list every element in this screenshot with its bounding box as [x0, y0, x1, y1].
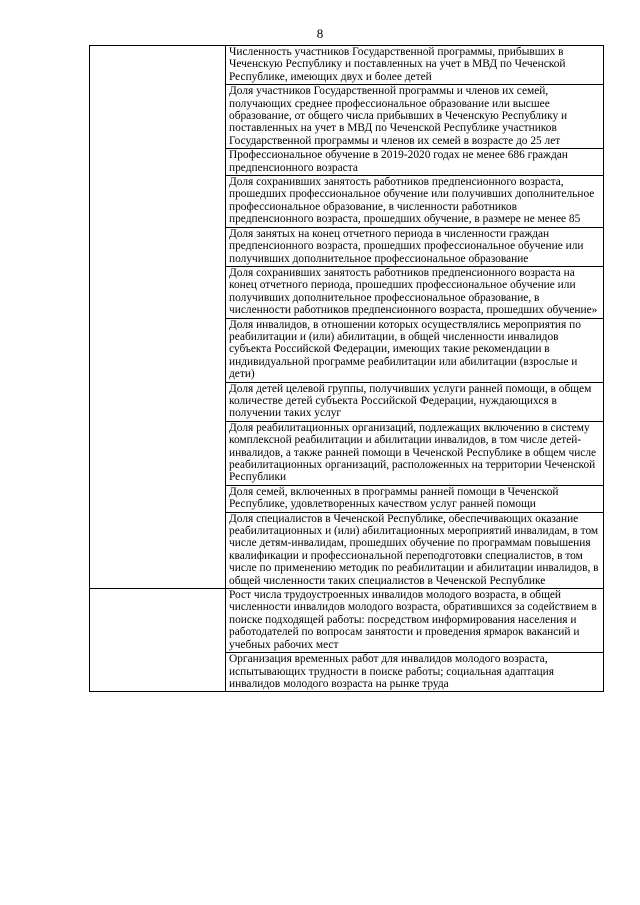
indicator-cell: Доля семей, включенных в программы ранней помощи в Чеченской Республике, удовлетворенных качеством услуг ранней помощи	[226, 485, 604, 512]
empty-left-cell	[90, 589, 226, 692]
table-row	[90, 589, 604, 653]
indicator-cell: Доля специалистов в Чеченской Республике, обеспечивающих оказание реабилитационных и (или) абилитационных мероприятий инвалидам, в том числе детям-инвалидам, прошедших обучение по программам повышения квалификации и профессиональной переподготовки специалистов, в том числе по применению методик по реабилитации и абилитации инвалидов, в общей численности таких специалистов в Чеченской Республике	[226, 512, 604, 588]
indicator-cell: Доля детей целевой группы, получивших услуги ранней помощи, в общем количестве детей субъекта Российской Федерации, нуждающихся в получении таких услуг	[226, 382, 604, 421]
indicator-cell: Доля занятых на конец отчетного периода в численности граждан предпенсионного возраста, прошедших профессиональное обучение или получивших дополнительное профессиональное образование	[226, 227, 604, 266]
indicator-cell: Доля инвалидов, в отношении которых осуществлялись мероприятия по реабилитации и (или) абилитации, в общей численности инвалидов субъекта Российской Федерации, имеющих такие рекомендации в индивидуальной программе реабилитации или абилитации (взрослые и дети)	[226, 318, 604, 382]
indicator-cell: Организация временных работ для инвалидов молодого возраста, испытывающих трудности в поиске работы; социальная адаптация инвалидов молодого возраста на рынке труда	[226, 653, 604, 692]
indicator-cell: Профессиональное обучение в 2019-2020 годах не менее 686 граждан предпенсионного возраста	[226, 149, 604, 176]
indicator-cell: Рост числа трудоустроенных инвалидов молодого возраста, в общей численности инвалидов молодого возраста, обратившихся за содействием в поиске подходящей работы: посредством информирования населения и работодателей по вопросам занятости и проведения ярмарок вакансий и учебных рабочих мест	[226, 589, 604, 653]
indicators-table	[89, 45, 604, 692]
page-number: 8	[316, 26, 324, 41]
indicator-cell: Численность участников Государственной программы, прибывших в Чеченскую Республику и поставленных на учет в МВД по Чеченской Республике, имеющих двух и более детей	[226, 46, 604, 85]
indicator-cell: Доля сохранивших занятость работников предпенсионного возраста, прошедших профессиональное обучение или получивших дополнительное профессиональное образование, в численности работников предпенсионного возраста, прошедших обучение, в размере не менее 85	[226, 176, 604, 228]
indicator-cell: Доля участников Государственной программы и членов их семей, получающих среднее профессиональное образование или высшее образование, от общего числа прибывших в Чеченскую Республику и поставленных на учет в МВД по Чеченской Республике участников Государственной программы и членов их семей в возрасте до 25 лет	[226, 85, 604, 149]
table-row	[90, 46, 604, 85]
indicator-cell: Доля реабилитационных организаций, подлежащих включению в систему комплексной реабилитации и абилитации инвалидов, в том числе детей-инвалидов, а также ранней помощи в Чеченской Республике в общем числе реабилитационных организаций, расположенных на территории Чеченской Республики	[226, 421, 604, 485]
indicator-cell: Доля сохранивших занятость работников предпенсионного возраста на конец отчетного периода, прошедших профессиональное обучение или получивших дополнительное профессиональное образование, в численности работников предпенсионного возраста, прошедших обучение»	[226, 266, 604, 318]
empty-left-cell	[90, 46, 226, 589]
